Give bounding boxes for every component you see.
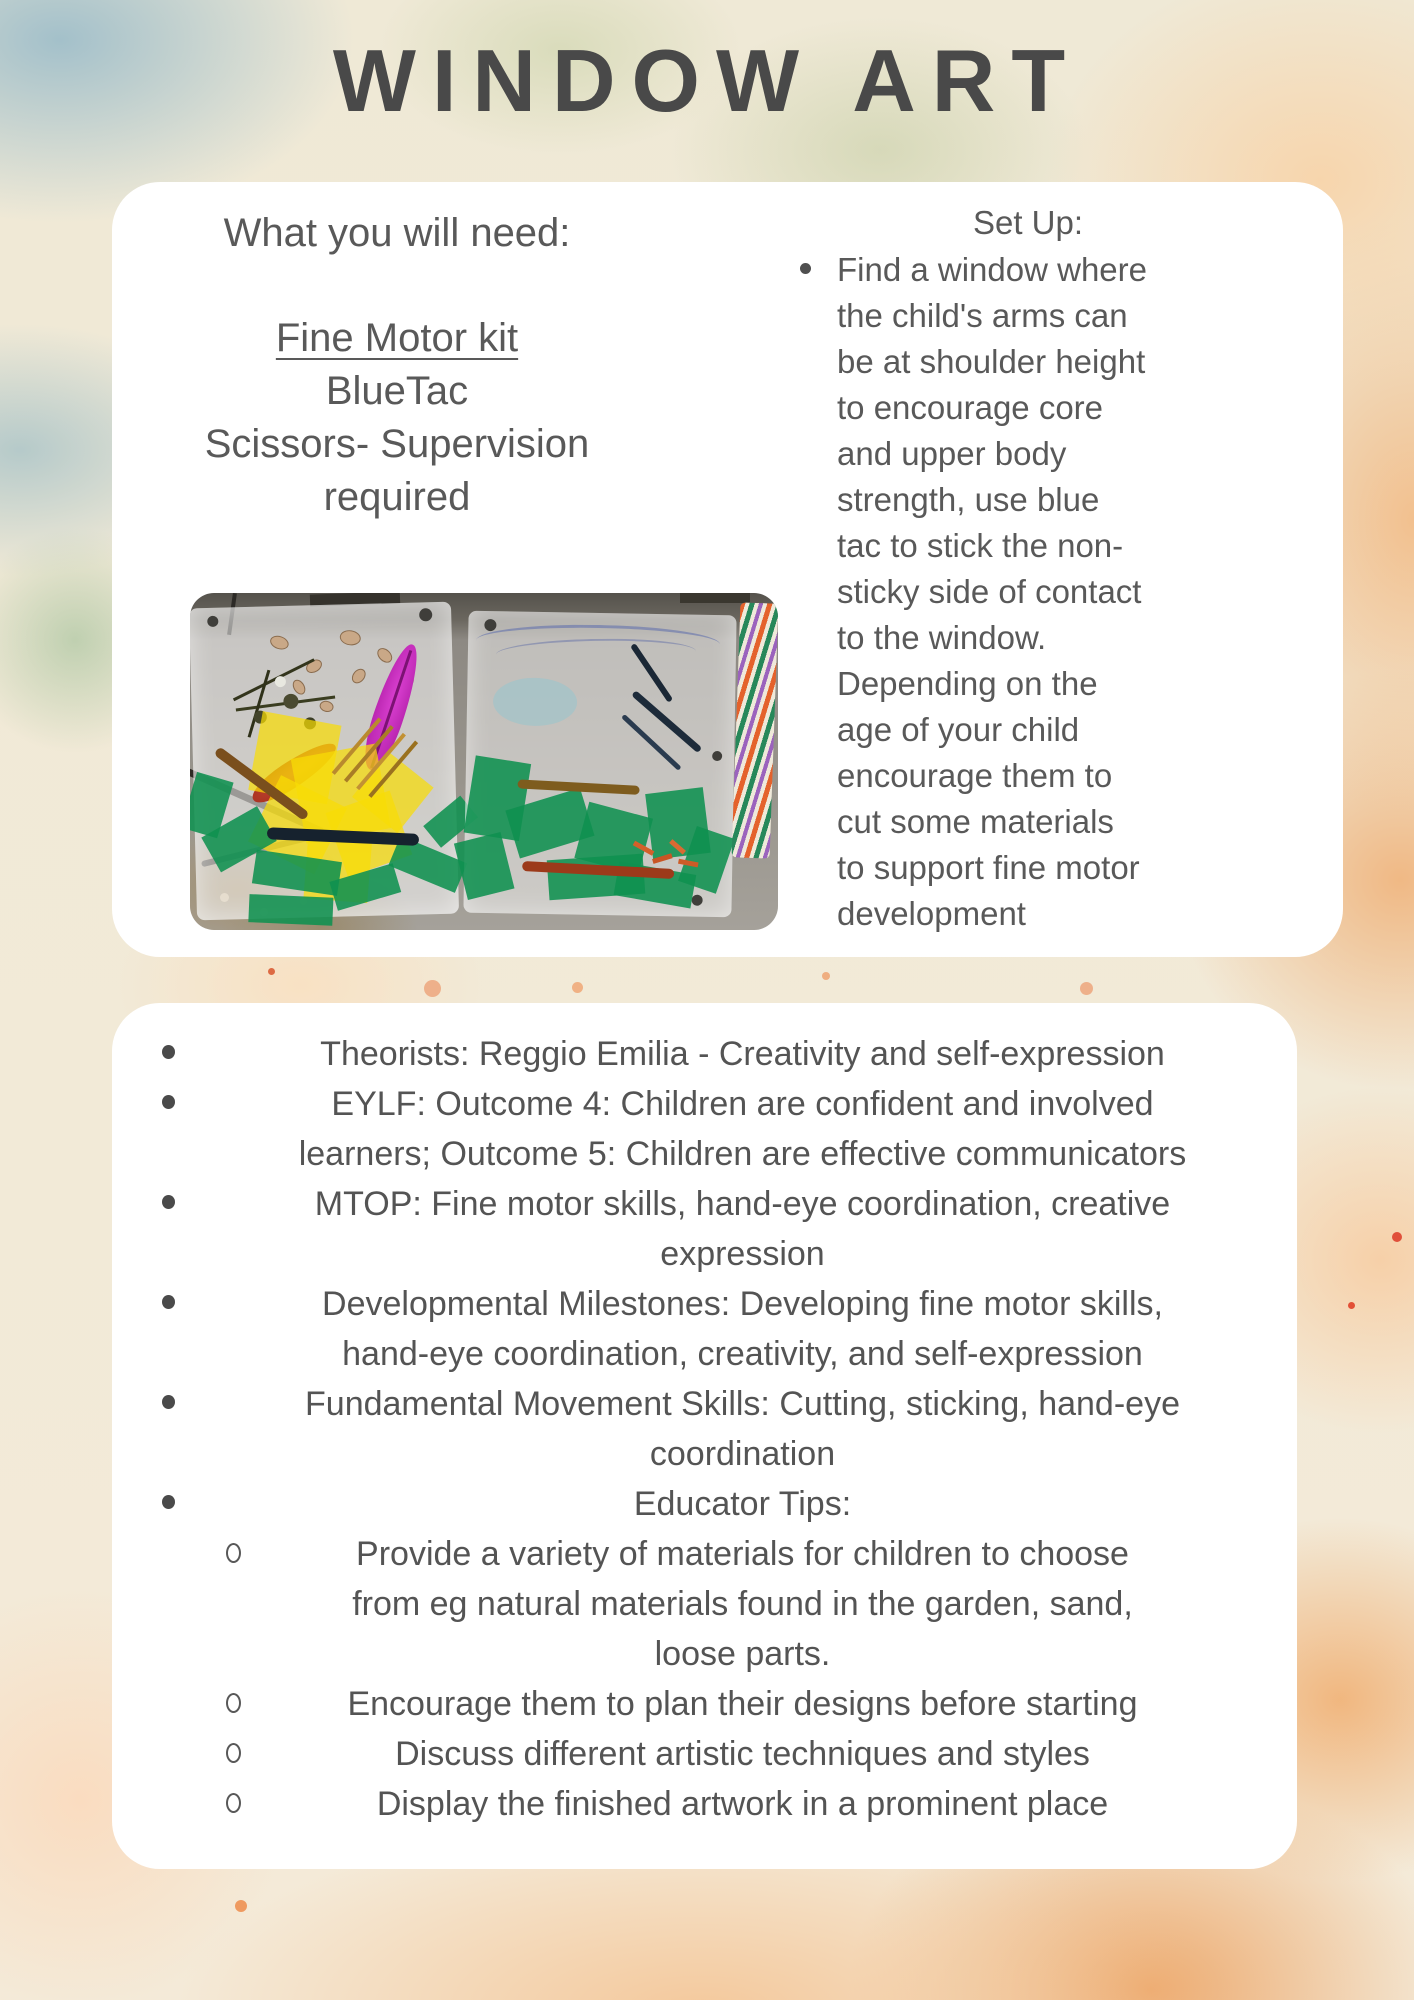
bullet-disc-icon [162, 1195, 175, 1209]
note-lines [208, 1379, 1277, 1479]
note-subitem [112, 1779, 1297, 1829]
note-line: Discuss different artistic techniques and styles [395, 1735, 1090, 1773]
note-item [112, 1029, 1297, 1079]
watercolor-speckle [1348, 1302, 1355, 1309]
watercolor-speckle [235, 1900, 247, 1912]
photo-decoration [680, 593, 750, 603]
materials-item-bluetac: BlueTac [325, 369, 469, 413]
watercolor-speckle [822, 972, 830, 980]
bullet-disc-icon [162, 1395, 175, 1409]
note-item [112, 1079, 1297, 1179]
note-item [112, 1279, 1297, 1379]
notes-list [112, 1029, 1297, 1829]
note-subitem [112, 1679, 1297, 1729]
note-line: Educator Tips: [633, 1485, 852, 1523]
note-lines [208, 1529, 1277, 1679]
spacer [130, 260, 664, 312]
note-line: Developmental Milestones: Developing fine motor skills, [322, 1285, 1163, 1323]
bullet-disc-icon [162, 1495, 175, 1509]
note-item [112, 1379, 1297, 1479]
contact-paper-right-panel [463, 611, 736, 918]
photo-decoration [268, 633, 290, 651]
pedagogy-notes-card [112, 1003, 1297, 1869]
setup-line: and upper body [837, 435, 1067, 472]
note-lines [208, 1679, 1277, 1729]
note-line: Display the finished artwork in a prominent place [376, 1785, 1109, 1823]
photo-decoration [283, 694, 298, 709]
note-line: Theorists: Reggio Emilia - Creativity and self-expression [320, 1035, 1165, 1073]
note-lines [208, 1779, 1277, 1829]
note-lines [208, 1729, 1277, 1779]
setup-line: development [837, 895, 1026, 932]
photo-decoration [484, 619, 496, 631]
materials-heading: What you will need: [223, 211, 571, 255]
bullet-circle-icon [226, 1693, 241, 1713]
photo-decoration [692, 895, 703, 906]
watercolor-speckle [1392, 1232, 1402, 1242]
setup-line: Depending on the [837, 665, 1098, 702]
setup-line: to encourage core [837, 389, 1104, 426]
watercolor-speckle [268, 968, 275, 975]
setup-line: Find a window where [837, 251, 1147, 288]
note-lines [208, 1479, 1277, 1529]
photo-decoration [493, 677, 578, 726]
window-art-photo [190, 593, 778, 930]
note-line: MTOP: Fine motor skills, hand-eye coordination, creative [314, 1185, 1171, 1223]
note-line: Encourage them to plan their designs before starting [347, 1685, 1138, 1723]
bullet-disc-icon [800, 263, 811, 274]
note-lines [208, 1179, 1277, 1279]
setup-line: the child's arms can [837, 297, 1128, 334]
note-line: EYLF: Outcome 4: Children are confident and involved [331, 1085, 1154, 1123]
photo-decoration [339, 629, 362, 647]
note-line: expression [660, 1235, 825, 1273]
note-line: from eg natural materials found in the garden, sand, [352, 1585, 1133, 1623]
setup-line: strength, use blue [837, 481, 1100, 518]
setup-line: age of your child [837, 711, 1080, 748]
setup-line: sticky side of contact [837, 573, 1142, 610]
setup-list [788, 247, 1408, 937]
note-line: coordination [649, 1435, 836, 1473]
materials-column [130, 206, 664, 524]
photo-decoration [374, 645, 395, 665]
photo-decoration [318, 699, 334, 713]
photo-decoration [233, 658, 315, 701]
photo-decoration [712, 751, 722, 761]
watercolor-speckle [1080, 982, 1093, 995]
note-line: hand-eye coordination, creativity, and self-expression [342, 1335, 1143, 1373]
bullet-circle-icon [226, 1543, 241, 1563]
setup-line: to the window. [837, 619, 1047, 656]
setup-line: to support fine motor [837, 849, 1140, 886]
note-lines [208, 1029, 1277, 1079]
bullet-circle-icon [226, 1743, 241, 1763]
note-lines [208, 1279, 1277, 1379]
setup-column [788, 200, 1408, 937]
bullet-disc-icon [162, 1295, 175, 1309]
note-line: learners; Outcome 5: Children are effective communicators [298, 1135, 1187, 1173]
bullet-disc-icon [162, 1095, 175, 1109]
watercolor-speckle [424, 980, 441, 997]
setup-line: tac to stick the non- [837, 527, 1124, 564]
note-line: Provide a variety of materials for children to choose [356, 1535, 1129, 1573]
photo-decoration [275, 676, 286, 687]
note-line: loose parts. [654, 1635, 831, 1673]
watercolor-speckle [572, 982, 583, 993]
bullet-circle-icon [226, 1793, 241, 1813]
note-item [112, 1479, 1297, 1529]
note-item [112, 1179, 1297, 1279]
materials-setup-card [112, 182, 1343, 957]
bullet-disc-icon [162, 1045, 175, 1059]
photo-decoration [207, 616, 218, 627]
page-title: WINDOW ART [332, 31, 1082, 130]
note-line: Fundamental Movement Skills: Cutting, sticking, hand-eye [305, 1385, 1180, 1423]
setup-heading: Set Up: [972, 204, 1084, 241]
materials-kit-name: Fine Motor kit [275, 316, 519, 360]
photo-decoration [248, 894, 333, 926]
materials-item-scissors: Scissors- Supervision required [204, 422, 590, 519]
photo-decoration [349, 666, 368, 686]
note-subitem [112, 1729, 1297, 1779]
striped-ribbon [732, 602, 778, 858]
contact-paper-left-panel [190, 602, 459, 921]
note-subitem [112, 1529, 1297, 1679]
photo-decoration [419, 608, 432, 621]
note-lines [208, 1079, 1277, 1179]
setup-line: be at shoulder height [837, 343, 1146, 380]
photo-decoration [454, 832, 515, 900]
setup-line: cut some materials [837, 803, 1114, 840]
setup-line: encourage them to [837, 757, 1113, 794]
